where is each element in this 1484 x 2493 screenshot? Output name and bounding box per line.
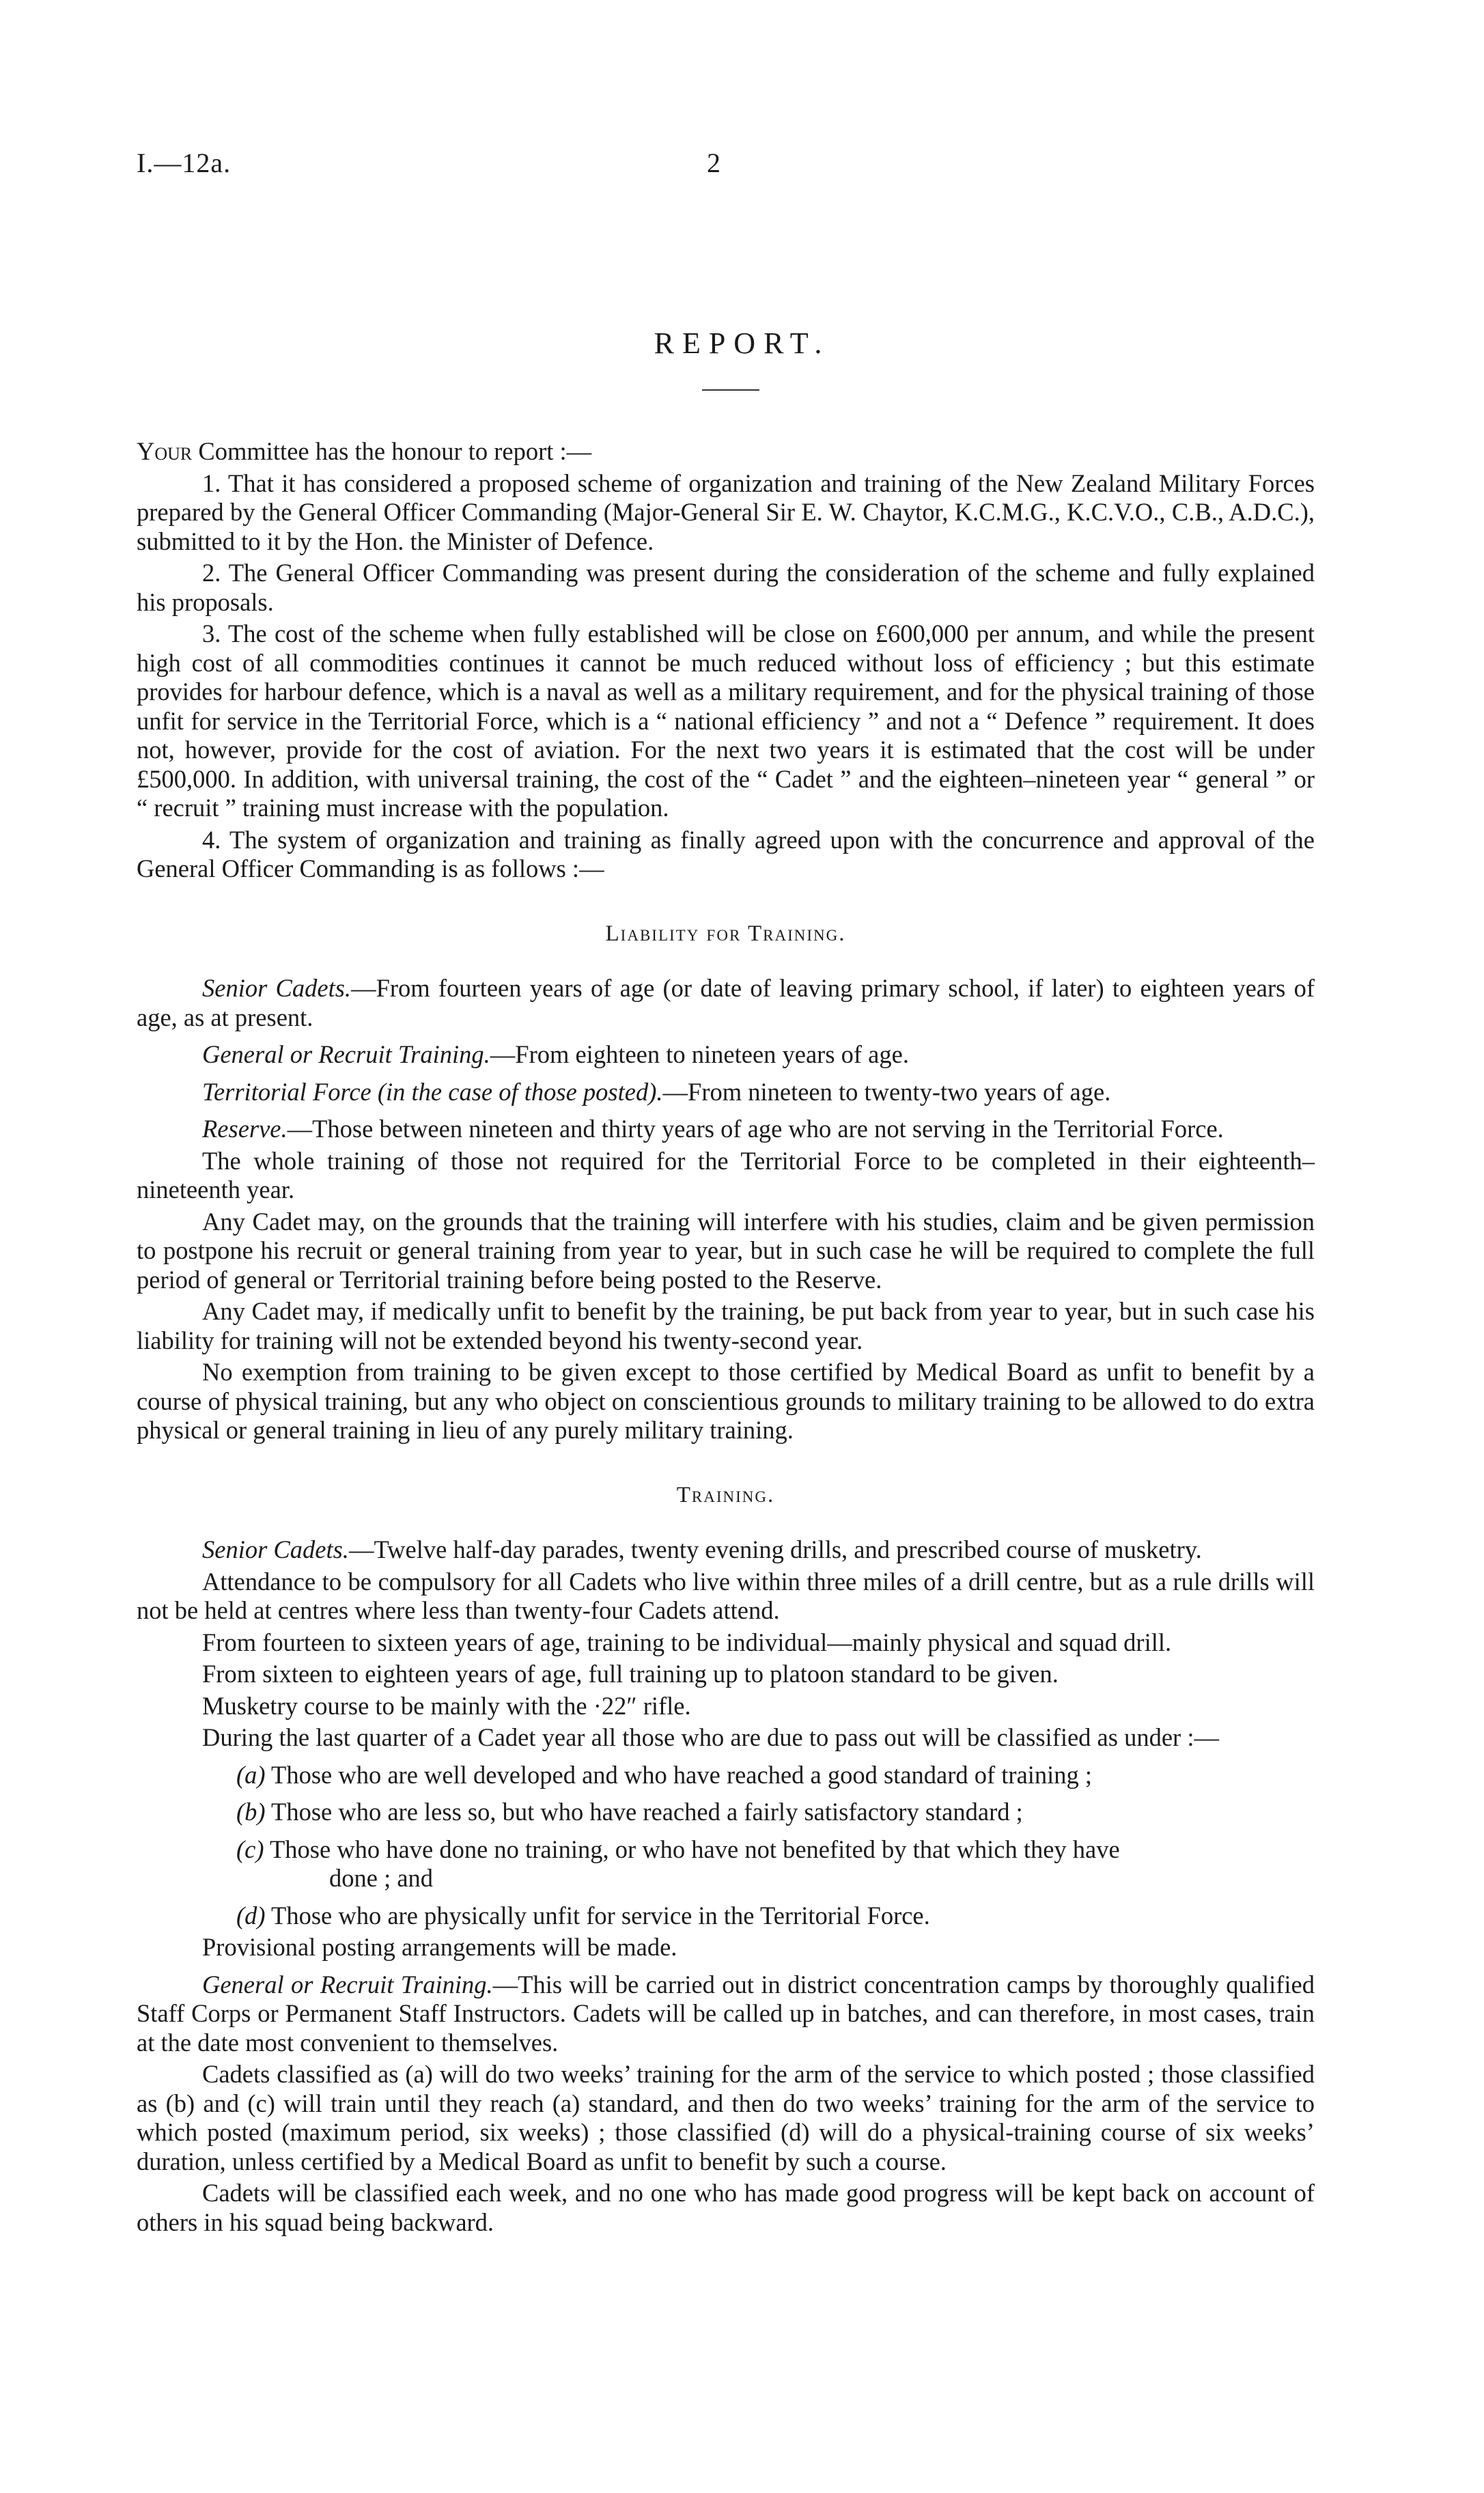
training-senior-cadets-text: —Twelve half-day parades, twenty evening drills, and prescribed course of musketry. xyxy=(348,1535,1202,1563)
title-rule xyxy=(702,389,759,391)
classification-item xyxy=(137,1835,1315,1893)
training-paragraph: Musketry course to be mainly with the ·22″ rifle. xyxy=(202,1691,691,1720)
paragraph-4: 4. The system of organization and training as finally agreed upon with the concurrence and approval of the General Officer Commanding is as follows :— xyxy=(137,825,1315,882)
classification-continuation: done ; and xyxy=(329,1864,434,1892)
classification-text: Those who are well developed and who have reached a good standard of training ; xyxy=(271,1760,1093,1789)
liability-paragraph: Any Cadet may, on the grounds that the training will interfere with his studies, claim and be given permission to postpone his recruit or general training from year to year, but in such case he will be required to complete the full period of general or Territorial training before being posted to the Reserve. xyxy=(137,1207,1315,1294)
liability-general-label: General or Recruit Training. xyxy=(202,1040,490,1068)
training-general-label: General or Recruit Training. xyxy=(202,1970,493,1998)
training-paragraph: During the last quarter of a Cadet year all those who are due to pass out will be classified as under :— xyxy=(202,1723,1219,1751)
training-general-text: —This will be carried out in district concentration camps by thoroughly qualified Staff Corps or Permanent Staff Instructors. Cadets will be called up in batches, and can therefore, in most cases, train at the date most convenient to themselves. xyxy=(137,1970,1315,2057)
classification-item xyxy=(137,1798,1315,1827)
training-closing: Cadets will be classified each week, and no one who has made good progress will be kept back on account of others in his squad being backward. xyxy=(137,2179,1315,2236)
training-heading: Training. xyxy=(676,1482,775,1507)
classification-text: Those who have done no training, or who have not benefited by that which they have xyxy=(269,1835,1120,1863)
paragraph-1: 1. That it has considered a proposed scheme of organization and training of the New Zealand Military Forces prepared by the General Officer Commanding (Major-General Sir E. W. Chaytor, K.C.M.G., K.C.V.O., C.B., A.D.C.), submitted to it by the Hon. the Minister of Defence. xyxy=(137,469,1315,555)
training-paragraph: Attendance to be compulsory for all Cadets who live within three miles of a drill centre, but as a rule drills will not be held at centres where less than twenty-four Cadets attend. xyxy=(137,1567,1315,1624)
liability-reserve xyxy=(137,1115,1315,1144)
liability-paragraph: Any Cadet may, if medically unfit to benefit by the training, be put back from year to year, but in such case his liability for training will not be extended beyond his twenty-second year. xyxy=(137,1297,1315,1354)
classification-text: Those who are less so, but who have reached a fairly satisfactory standard ; xyxy=(271,1798,1023,1826)
page-number: 2 xyxy=(707,148,720,178)
classification-text: Those who are physically unfit for service in the Territorial Force. xyxy=(271,1901,930,1930)
liability-general xyxy=(137,1040,1315,1070)
report-body xyxy=(137,437,1315,2237)
liability-territorial-text: —From nineteen to twenty-two years of age. xyxy=(662,1077,1111,1106)
classification-item xyxy=(137,1902,1315,1931)
training-paragraph: From fourteen to sixteen years of age, training to be individual—mainly physical and squad drill. xyxy=(202,1628,1172,1656)
training-senior-cadets xyxy=(137,1535,1315,1565)
classification-item xyxy=(137,1761,1315,1790)
classification-letter: (b) xyxy=(236,1798,266,1826)
liability-paragraph: The whole training of those not required for the Territorial Force to be completed in their eighteenth–nineteenth year. xyxy=(137,1146,1315,1203)
training-paragraph: From sixteen to eighteen years of age, full training up to platoon standard to be given. xyxy=(202,1660,1059,1688)
classification-letter: (c) xyxy=(236,1835,264,1863)
training-closing: Cadets classified as (a) will do two weeks’ training for the arm of the service to which posted ; those classified as (b) and (c) will train until they reach (a) standard, and then do two weeks’ training for the arm of the service to which posted (maximum period, six weeks) ; those classified (d) will do a physical-training course of six weeks’ duration, unless certified by a Medical Board as unfit to benefit by such a course. xyxy=(137,2060,1315,2175)
liability-paragraph: No exemption from training to be given except to those certified by Medical Board as unfit to benefit by a course of physical training, but any who object on conscientious grounds to military training to be allowed to do extra physical or general training in lieu of any purely military training. xyxy=(137,1358,1315,1444)
training-general xyxy=(137,1970,1315,2058)
training-senior-cadets-label: Senior Cadets. xyxy=(202,1535,349,1563)
liability-senior-cadets xyxy=(137,974,1315,1032)
report-title: REPORT. xyxy=(654,326,830,360)
provisional-note: Provisional posting arrangements will be made. xyxy=(202,1933,677,1961)
document-reference: I.—12a. xyxy=(137,148,232,178)
intro-rest: Committee has the honour to report :— xyxy=(198,437,592,465)
liability-reserve-label: Reserve. xyxy=(202,1115,288,1143)
classification-letter: (a) xyxy=(236,1760,266,1789)
liability-general-text: —From eighteen to nineteen years of age. xyxy=(490,1040,909,1068)
liability-heading: Liability for Training. xyxy=(605,921,846,946)
paragraph-3: 3. The cost of the scheme when fully established will be close on £600,000 per annum, and while the present high cost of all commodities continues it cannot be much reduced without loss of efficiency ; but this estimate provides for harbour defence, which is a naval as well as a military requirement, and for the physical training of those unfit for service in the Territorial Force, which is a “ national efficiency ” and not a “ Defence ” requirement. It does not, however, provide for the cost of aviation. For the next two years it is estimated that the cost will be under £500,000. In addition, with universal training, the cost of the “ Cadet ” and the eighteen–nineteen year “ general ” or “ recruit ” training must increase with the population. xyxy=(137,619,1315,822)
intro-line xyxy=(137,437,1315,466)
paragraph-2: 2. The General Officer Commanding was present during the consideration of the scheme and fully explained his proposals. xyxy=(137,559,1315,616)
liability-senior-cadets-text: —From fourteen years of age (or date of leaving primary school, if later) to eighteen years of age, as at present. xyxy=(137,974,1315,1031)
liability-reserve-text: —Those between nineteen and thirty years of age who are not serving in the Territorial Force. xyxy=(287,1115,1224,1143)
classification-letter: (d) xyxy=(236,1901,266,1930)
liability-territorial xyxy=(137,1078,1315,1107)
intro-lead: Your xyxy=(137,437,193,465)
liability-territorial-label: Territorial Force (in the case of those posted). xyxy=(202,1077,663,1106)
liability-senior-cadets-label: Senior Cadets. xyxy=(202,974,352,1002)
